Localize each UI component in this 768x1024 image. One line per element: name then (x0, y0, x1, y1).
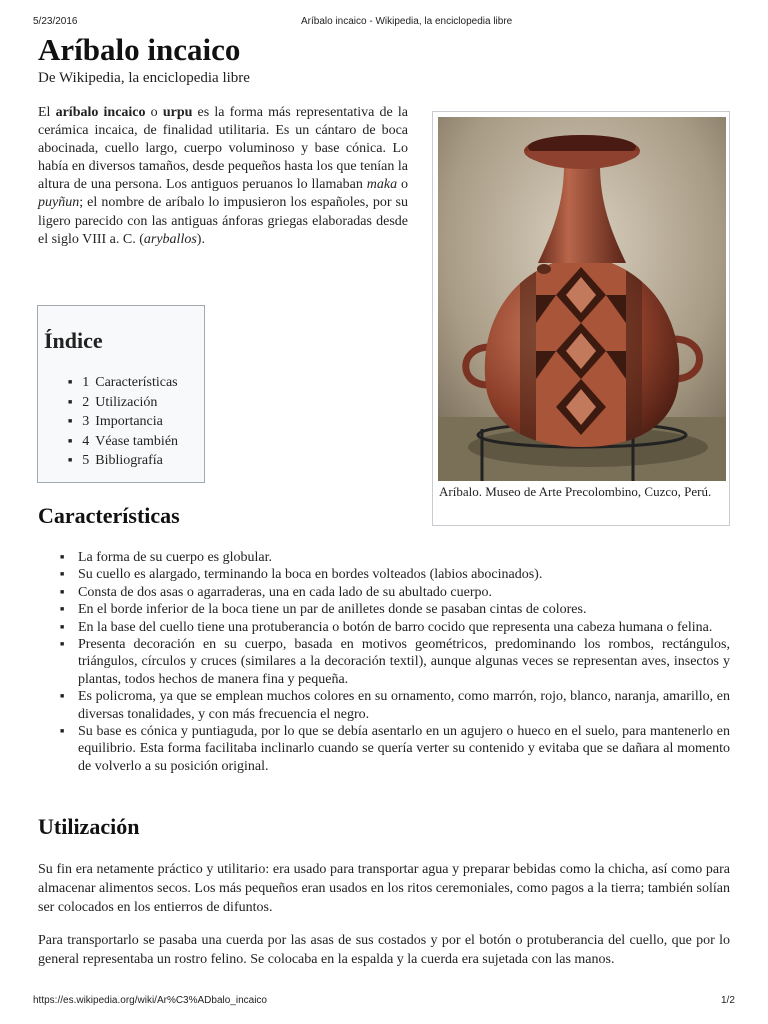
toc-item[interactable] (48, 394, 178, 414)
toc-item[interactable] (48, 433, 178, 453)
toc-item[interactable] (48, 452, 178, 472)
toc-item-number: 5 (82, 453, 90, 469)
list-item: ■ Su base es cónica y puntiaguda, por lo que se debía asentarlo en un agujero o hueco en el suelo, para mantenerlo en equilibrio. Esta forma facilitaba inclinarlo cuando se quería verter su contenido y evitaba que se dañara al momento de volverlo a su posición original. (60, 723, 730, 775)
utilizacion-paragraph-2: Para transportarlo se pasaba una cuerda por las asas de sus costados y por el botón o protuberancia del cuello, que por lo general representaba un rostro felino. Se colocaba en la espalda y la cuerda era sujetada con las manos. (38, 933, 730, 967)
toc-item-label[interactable]: Véase también (95, 433, 179, 449)
page-subtitle: De Wikipedia, la enciclopedia libre (38, 70, 250, 86)
list-item: ■ En el borde inferior de la boca tiene un par de anilletes donde se pasaban cintas de colores. (60, 601, 730, 618)
table-of-contents (37, 305, 205, 483)
toc-item-label[interactable]: Utilización (95, 394, 158, 410)
list-item: ■ Es policroma, ya que se emplean muchos colores en su ornamento, como marrón, rojo, blanco, naranja, amarillo, en diversas tonalidades, y con más frecuencia el negro. (60, 688, 730, 723)
toc-list (48, 374, 178, 472)
page-title: Aríbalo incaico (38, 32, 241, 67)
list-item: ■ Presenta decoración en su cuerpo, basada en motivos geométricos, predominando los rombos, rectángulos, triángulos, círculos y cruces (similares a la decoración textil), aunque algunas veces se representan aves, insectos y plantas, todos hechos de manera fina y pequeña. (60, 636, 730, 688)
toc-item[interactable] (48, 413, 178, 433)
figure-caption: Aríbalo. Museo de Arte Precolombino, Cuzco, Perú. (439, 484, 712, 499)
print-page-title: Aríbalo incaico - Wikipedia, la enciclopedia libre (301, 16, 513, 27)
toc-item-label[interactable]: Características (95, 375, 178, 390)
list-item: ■ Consta de dos asas o agarraderas, una en cada lado de su abultado cuerpo. (60, 584, 730, 601)
toc-item-label[interactable]: Bibliografía (95, 453, 163, 469)
toc-item-number: 4 (82, 433, 90, 449)
intro-italic-term: maka (366, 177, 398, 193)
caracteristicas-list (60, 549, 730, 775)
intro-text: es la forma más representativa de la cerámica incaica, de finalidad utilitaria. Es un cántaro de boca abocinada, cuello largo, cuerpo voluminoso y base cónica. Lo había en diversos tamaños, desde pequeños hasta los que tenían la altura de una persona. Los antiguos peruanos lo llamaban (38, 105, 408, 193)
intro-bold-term: urpu (162, 105, 193, 120)
toc-item-number: 3 (82, 414, 90, 430)
print-date: 5/23/2016 (33, 16, 78, 27)
print-page-number: 1/2 (721, 995, 735, 1006)
toc-title: Índice (44, 328, 103, 353)
list-item: ■ En la base del cuello tiene una protuberancia o botón de barro cocido que representa una cabeza humana o felina. (60, 619, 730, 636)
section-heading-caracteristicas: Características (38, 503, 180, 528)
toc-item-label[interactable]: Importancia (95, 414, 163, 430)
utilizacion-paragraph-1: Su fin era netamente práctico y utilitario: era usado para transportar agua y preparar bebidas como la chicha, así como para almacenar alimentos secos. Los más pequeños eran usados en los ritos ceremoniales, como pagos a la tierra; también solían ser colocados en los entierros de difuntos. (38, 862, 730, 915)
intro-text: o (145, 105, 163, 120)
intro-italic-term: aryballos (143, 231, 197, 247)
intro-text: ). (196, 231, 205, 247)
intro-italic-term: puyñun (38, 195, 80, 211)
intro-text: o (397, 177, 409, 193)
toc-item-number: 2 (82, 394, 90, 410)
intro-text: El (38, 105, 56, 120)
section-heading-utilizacion: Utilización (38, 814, 140, 839)
intro-paragraph (38, 104, 408, 249)
intro-bold-term: aríbalo incaico (55, 105, 146, 120)
list-item: ■ La forma de su cuerpo es globular. (60, 549, 730, 566)
thumbnail-figure (432, 111, 730, 526)
toc-item-number: 1 (82, 375, 90, 390)
intro-text: ; el nombre de aríbalo lo impusieron los españoles, por su ligero parecido con las antiguas ánforas griegas elaboradas desde el siglo VIII a. C. ( (38, 195, 408, 247)
print-url: https://es.wikipedia.org/wiki/Ar%C3%ADbalo_incaico (33, 995, 267, 1006)
toc-item[interactable] (48, 374, 178, 394)
list-item: ■ Su cuello es alargado, terminando la boca en bordes volteados (labios abocinados). (60, 566, 730, 583)
aribalo-photo[interactable] (438, 117, 726, 481)
